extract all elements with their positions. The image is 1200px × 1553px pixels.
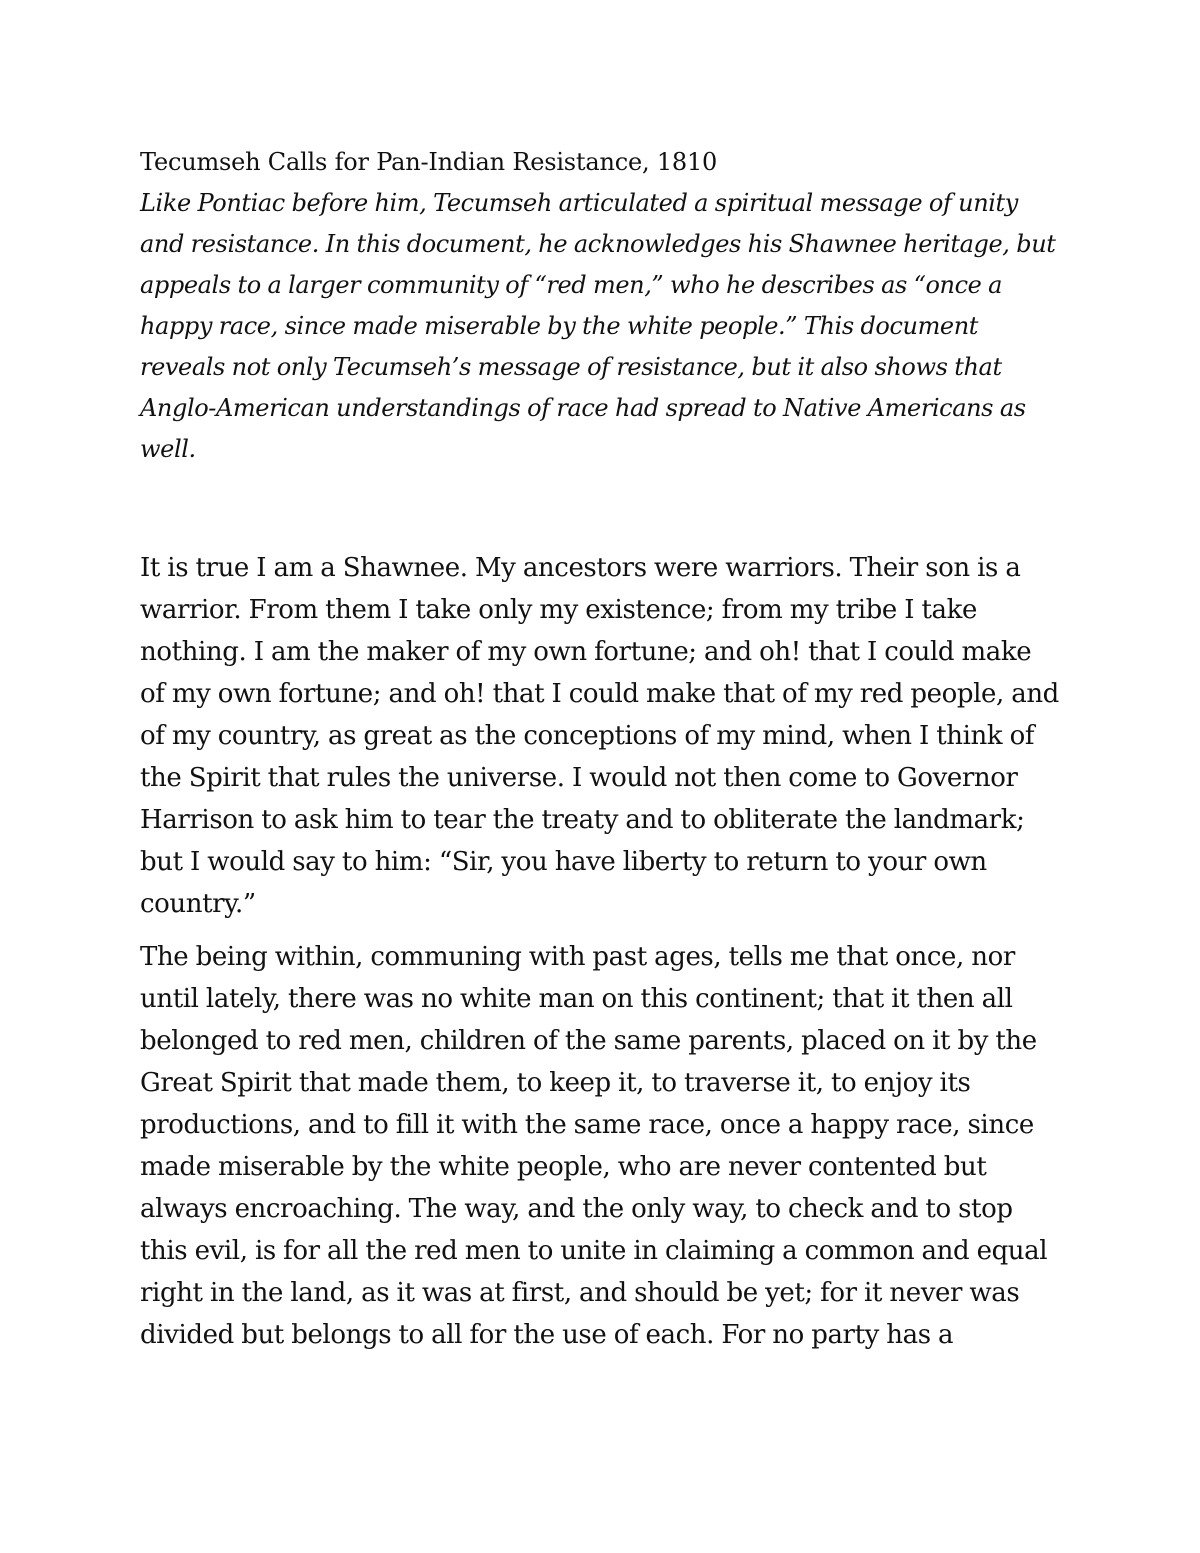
body-paragraph: The being within, communing with past ages, tells me that once, nor until lately, there was no white man on this continent; that it then all belonged to red men, children of the same parents, placed on it by the Great Spirit that made them, to keep it, to traverse it, to enjoy its productions, and to fill it with the same race, once a happy race, since made miserable by the white people, who are never contented but always encroaching. The way, and the only way, to check and to stop this evil, is for all the red men to unite in claiming a common and equal right in the land, as it was at first, and should be yet; for it never was divided but belongs to all for the use of each. For no party has a xyxy=(140,942,1048,1350)
document-title: Tecumseh Calls for Pan-Indian Resistance, 1810 xyxy=(140,148,718,176)
body-paragraph: It is true I am a Shawnee. My ancestors were warriors. Their son is a warrior. From them I take only my existence; from my tribe I take nothing. I am the maker of my own fortune; and oh! that I could make of my own fortune; and oh! that I could make that of my red people, and of my country, as great as the conceptions of my mind, when I think of the Spirit that rules the universe. I would not then come to Governor Harrison to ask him to tear the treaty and to obliterate the landmark; but I would say to him: “Sir, you have liberty to return to your own country.” xyxy=(140,553,1059,919)
intro-paragraph: Like Pontiac before him, Tecumseh articulated a spiritual message of unity and resistance. In this document, he acknowledges his Shawnee heritage, but appeals to a larger community of “red men,” who he describes as “once a happy race, since made miserable by the white people.” This document reveals not only Tecumseh’s message of resistance, but it also shows that Anglo-American understandings of race had spread to Native Americans as well. xyxy=(140,189,1056,463)
document-content xyxy=(140,142,1060,1356)
